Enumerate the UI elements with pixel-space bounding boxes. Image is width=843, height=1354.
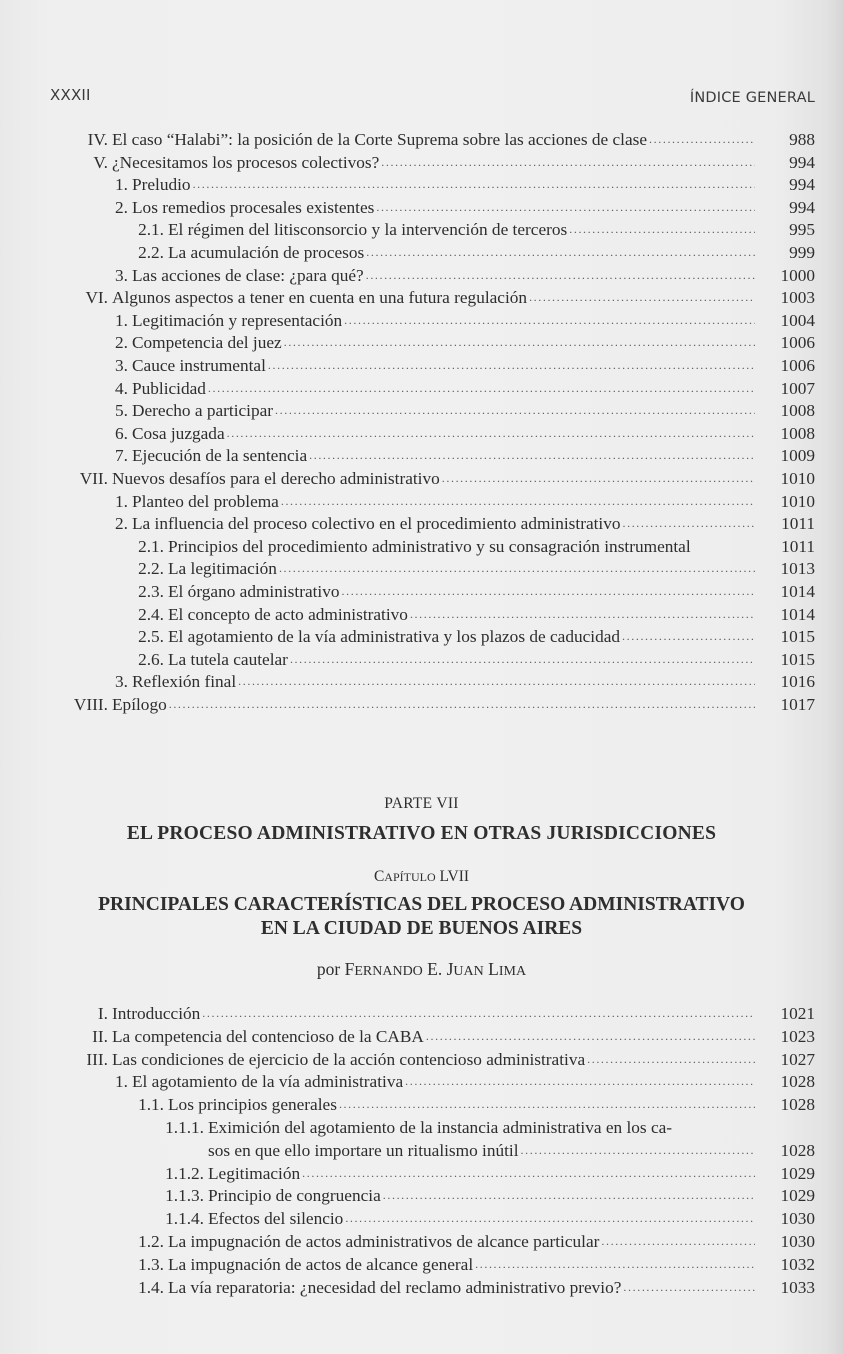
toc-entry-page: 1023 <box>780 1026 815 1046</box>
toc-entry <box>0 467 843 490</box>
toc-entry <box>0 1162 843 1185</box>
dot-leader <box>475 1253 755 1276</box>
toc-entry-text <box>112 128 755 151</box>
dot-leader <box>279 557 755 580</box>
toc-entry-label: Los remedios procesales existentes <box>132 197 375 217</box>
toc-entry-label: Las condiciones de ejercicio de la acción contencioso administrativa <box>112 1049 586 1069</box>
toc-entry-label: Cauce instrumental <box>132 356 266 375</box>
toc-entry-number: 2.1. <box>138 536 164 556</box>
toc-entry-label: La acumulación de procesos <box>168 243 365 262</box>
toc-entry-page: 1021 <box>780 1004 815 1023</box>
dot-leader <box>342 580 755 603</box>
toc-entry-number: 1.1.1. <box>165 1118 204 1137</box>
toc-entry-label: El órgano administrativo <box>168 582 340 601</box>
toc-entry-text <box>132 1070 755 1093</box>
toc-entry-text <box>168 625 755 648</box>
toc-entry <box>0 286 843 309</box>
toc-entry-page: 1015 <box>780 649 815 669</box>
toc-entry-page: 999 <box>789 243 815 262</box>
chapter-author <box>0 958 843 983</box>
toc-entry-text <box>132 264 755 287</box>
toc-entry-label: Competencia del juez <box>132 333 282 353</box>
toc-entry-label: La tutela cautelar <box>168 649 288 669</box>
toc-entry-number: 1. <box>115 491 128 511</box>
toc-entry-text <box>208 1162 755 1185</box>
toc-entry-label: Nuevos desafíos para el derecho administrativo <box>112 469 440 488</box>
toc-entry-text <box>132 399 755 422</box>
toc-entry-number: 7. <box>115 446 128 466</box>
toc-entry-number: 2. <box>115 333 128 353</box>
dot-leader <box>208 377 755 400</box>
dot-leader <box>275 399 755 422</box>
toc-entry-text <box>112 467 755 490</box>
toc-entry-page: 1016 <box>780 672 815 692</box>
toc-entry-text <box>132 331 755 354</box>
author-name-part: IMA <box>498 964 527 979</box>
toc-entry-number: 5. <box>115 401 128 421</box>
toc-entry-text <box>132 670 755 693</box>
dot-leader <box>290 648 755 671</box>
toc-entry <box>0 1276 843 1299</box>
dot-leader <box>268 354 755 377</box>
chapter-label-initial: C <box>373 868 385 885</box>
toc-entry-label: Las acciones de clase: ¿para qué? <box>132 265 364 285</box>
toc-entry-number: 6. <box>115 423 128 443</box>
dot-leader <box>344 309 755 332</box>
toc-entry <box>0 173 843 196</box>
toc-entry-page: 1008 <box>780 423 815 443</box>
toc-entry-number: 1.1. <box>138 1095 164 1115</box>
toc-entry-label: Legitimación <box>208 1163 301 1183</box>
toc-entry-number: 1. <box>115 175 128 195</box>
toc-entry-label: Los principios generales <box>168 1095 337 1115</box>
toc-entry <box>0 331 843 354</box>
toc-entry-text <box>132 377 755 400</box>
author-prefix: por <box>316 959 345 979</box>
toc-entry-text <box>112 1025 755 1048</box>
toc-entry-page: 1033 <box>780 1277 815 1297</box>
toc-entry <box>0 693 843 716</box>
toc-entry-page: 1028 <box>780 1072 815 1092</box>
dot-leader <box>649 128 755 151</box>
toc-entry-number: 2.2. <box>138 243 164 262</box>
dot-leader <box>381 151 755 174</box>
dot-leader <box>426 1025 755 1048</box>
toc-entry <box>0 535 843 558</box>
toc-entry <box>0 399 843 422</box>
toc-entry <box>0 309 843 332</box>
dot-leader <box>202 1002 755 1025</box>
toc-entry <box>0 1230 843 1253</box>
toc-entry-page: 1006 <box>780 333 815 353</box>
toc-entry-label: Publicidad <box>132 378 206 398</box>
toc-entry-label: Efectos del silencio <box>208 1209 344 1229</box>
toc-entry <box>0 241 843 264</box>
toc-entry-label: La impugnación de actos de alcance general <box>168 1254 474 1274</box>
toc-entry <box>0 264 843 287</box>
dot-leader <box>410 603 755 626</box>
dot-leader <box>405 1070 755 1093</box>
toc-entry-text <box>168 1093 755 1116</box>
toc-entry-label: Reflexión final <box>132 672 237 692</box>
toc-entry-page: 1017 <box>780 695 815 714</box>
author-name-part: UAN <box>453 964 484 979</box>
toc-entry-text <box>168 580 755 603</box>
toc-entry-number: 2. <box>115 514 128 534</box>
toc-entry-label: Legitimación y representación <box>132 310 343 330</box>
dot-leader <box>623 512 756 535</box>
dot-leader <box>227 422 755 445</box>
toc-entry-text <box>168 218 755 241</box>
dot-leader <box>339 1093 755 1116</box>
author-name-part: L <box>483 959 499 979</box>
chapter-title <box>0 893 843 941</box>
toc-entry <box>0 1184 843 1207</box>
toc-entry-label: La impugnación de actos administrativos de alcance particular <box>168 1232 600 1251</box>
toc-entry <box>0 1093 843 1116</box>
toc-entry-text <box>132 309 755 332</box>
toc-entry-label: La competencia del contencioso de la CABA <box>112 1026 424 1046</box>
toc-entry-number: 1.3. <box>138 1254 164 1274</box>
toc-entry-page: 1030 <box>780 1209 815 1229</box>
dot-leader <box>529 286 755 309</box>
toc-entry-page: 988 <box>789 130 815 149</box>
dot-leader <box>366 264 755 287</box>
toc-entry <box>0 1048 843 1071</box>
toc-entry-page: 1011 <box>781 514 815 534</box>
toc-entry <box>0 1025 843 1048</box>
toc-entry-page: 1004 <box>780 310 815 330</box>
dot-leader <box>302 1162 755 1185</box>
toc-entry <box>0 1207 843 1230</box>
toc-entry-page: 1032 <box>780 1254 815 1274</box>
toc-entry-text <box>132 512 755 535</box>
toc-entry <box>0 444 843 467</box>
toc-entry-label: Planteo del problema <box>132 491 279 511</box>
toc-entry-label: La influencia del proceso colectivo en el procedimiento administrativo <box>132 514 621 534</box>
toc-entry <box>0 151 843 174</box>
toc-entry-text <box>112 1002 755 1025</box>
toc-entry <box>0 625 843 648</box>
toc-entry <box>0 354 843 377</box>
toc-entry-text <box>168 1230 755 1253</box>
toc-entry <box>0 422 843 445</box>
toc-entry <box>0 218 843 241</box>
toc-entry-label: La legitimación <box>168 559 277 579</box>
toc-entry-number: IV. <box>87 130 108 149</box>
dot-leader <box>601 1230 755 1253</box>
toc-entry-text <box>132 196 755 219</box>
toc-entry-number: 1.1.3. <box>165 1186 204 1206</box>
toc-entry <box>0 377 843 400</box>
toc-entry-number: 3. <box>115 265 128 285</box>
toc-entry-text <box>112 1048 755 1071</box>
toc-entry-number: 2.4. <box>138 604 164 624</box>
dot-leader <box>693 535 755 558</box>
part-label: PARTE VII <box>384 795 459 812</box>
toc-entry <box>0 1116 843 1139</box>
toc-entry <box>0 603 843 626</box>
toc-entry-label: Principios del procedimiento administrativo y su consagración instrumental <box>168 536 691 556</box>
toc-entry-number: III. <box>86 1049 108 1069</box>
toc-entry-text <box>208 1207 755 1230</box>
toc-entry-page: 1013 <box>780 559 815 579</box>
running-header <box>50 86 815 106</box>
toc-entry-page: 1030 <box>780 1232 815 1251</box>
toc-entry-text <box>112 151 755 174</box>
toc-entry-number: 2.5. <box>138 627 164 647</box>
toc-entry <box>0 128 843 151</box>
toc-entry-number: II. <box>92 1026 108 1046</box>
toc-entry <box>0 1253 843 1276</box>
dot-leader <box>345 1207 755 1230</box>
toc-entry <box>0 1070 843 1093</box>
toc-entry-label: El concepto de acto administrativo <box>168 604 408 624</box>
chapter-number: LVII <box>435 868 470 885</box>
author-name-part: F <box>344 959 355 979</box>
toc-entry-text <box>168 535 755 558</box>
toc-entry-number: V. <box>93 152 108 172</box>
toc-entry-number: 2. <box>115 197 128 217</box>
toc-entry-text <box>132 422 755 445</box>
dot-leader <box>442 467 755 490</box>
toc-entry-page: 1008 <box>780 401 815 421</box>
toc-entry-label: La vía reparatoria: ¿necesidad del reclamo administrativo previo? <box>168 1277 622 1297</box>
toc-entry-number: 1. <box>115 310 128 330</box>
toc-entry-number: 3. <box>115 672 128 692</box>
dot-leader <box>284 331 755 354</box>
toc-entry-text <box>132 444 755 467</box>
toc-entry <box>0 490 843 513</box>
toc-entry-number: VI. <box>85 288 108 308</box>
toc-entry-label: Cosa juzgada <box>132 423 225 443</box>
toc-entry-label: Algunos aspectos a tener en cuenta en una futura regulación <box>112 288 528 308</box>
dot-leader <box>622 625 755 648</box>
dot-leader <box>309 444 755 467</box>
toc-entry-page: 1007 <box>780 378 815 398</box>
toc-entry-page: 1006 <box>780 356 815 375</box>
toc-entry-page: 994 <box>789 175 815 195</box>
toc-entry-page: 1014 <box>780 582 815 601</box>
chapter-label <box>0 866 843 888</box>
toc-entry-page: 1027 <box>780 1049 815 1069</box>
chapter-label-smallcaps: APÍTULO <box>384 870 436 884</box>
toc-entry-text <box>132 354 755 377</box>
toc-entry-page: 1009 <box>780 446 815 466</box>
toc-entry-label: Eximición del agotamiento de la instancia administrativa en los ca- <box>208 1118 673 1137</box>
toc-entry-label: El agotamiento de la vía administrativa y los plazos de caducidad <box>168 627 621 647</box>
dot-leader <box>383 1184 755 1207</box>
toc-entry-page: 1010 <box>780 491 815 511</box>
toc-entry-label: ¿Necesitamos los procesos colectivos? <box>112 152 380 172</box>
toc-entry-text <box>132 173 755 196</box>
toc-entry-label: Preludio <box>132 175 191 195</box>
part-title: EL PROCESO ADMINISTRATIVO EN OTRAS JURISDICCIONES <box>126 823 717 844</box>
toc-entry-text <box>168 603 755 626</box>
toc-entry-text <box>208 1139 755 1162</box>
toc-entry-text <box>112 693 755 716</box>
toc-entry-page: 994 <box>789 152 815 172</box>
toc-entry-text <box>168 648 755 671</box>
author-name-part: E. J <box>422 959 454 979</box>
toc-entry <box>0 1002 843 1025</box>
toc-entry <box>0 557 843 580</box>
toc-entry-text <box>208 1116 755 1139</box>
toc-entry-number: 2.1. <box>138 220 164 240</box>
dot-leader <box>623 1276 755 1299</box>
toc-entry-page: 1028 <box>780 1140 815 1160</box>
toc-entry-page: 1010 <box>780 469 815 488</box>
toc-entry-text <box>168 557 755 580</box>
toc-entry-label: El régimen del litisconsorcio y la intervención de terceros <box>168 220 568 240</box>
toc-entry <box>0 196 843 219</box>
dot-leader <box>281 490 755 513</box>
toc-entry-page: 1029 <box>780 1163 815 1183</box>
dot-leader <box>238 670 755 693</box>
toc-entry-text <box>168 1253 755 1276</box>
toc-entry-text <box>168 1276 755 1299</box>
toc-entry-number: 1.1.2. <box>165 1163 204 1183</box>
toc-entry-label: sos en que ello importare un ritualismo inútil <box>208 1140 519 1160</box>
toc-entry <box>0 1139 843 1162</box>
toc-entry-page: 1015 <box>780 627 815 647</box>
toc-entry-page: 994 <box>789 197 815 217</box>
dot-leader <box>587 1048 755 1071</box>
toc-entry-page: 1014 <box>780 604 815 624</box>
toc-entry-label: El agotamiento de la vía administrativa <box>132 1072 404 1092</box>
toc-entry-number: 2.3. <box>138 582 164 601</box>
author-name-part: ERNANDO <box>354 964 423 979</box>
toc-entry-page: 1011 <box>781 536 815 556</box>
toc-entry-number: 2.2. <box>138 559 164 579</box>
toc-entry-text <box>208 1184 755 1207</box>
toc-entry-page: 995 <box>789 220 815 240</box>
toc-entry-label: Principio de congruencia <box>208 1186 381 1206</box>
toc-entry <box>0 648 843 671</box>
toc-entry-number: 1.4. <box>138 1277 164 1297</box>
toc-entry-label: Derecho a participar <box>132 401 274 421</box>
toc-entry-text <box>132 490 755 513</box>
dot-leader <box>674 1116 755 1139</box>
toc-entry-page: 1028 <box>780 1095 815 1115</box>
toc-entry-number: 1. <box>115 1072 128 1092</box>
toc-entry <box>0 580 843 603</box>
toc-entry-number: 4. <box>115 378 128 398</box>
toc-entry-number: 2.6. <box>138 649 164 669</box>
toc-entry <box>0 512 843 535</box>
dot-leader <box>169 693 755 716</box>
page-folio: XXXII <box>50 86 91 104</box>
chapter-title-line-1: PRINCIPALES CARACTERÍSTICAS DEL PROCESO ADMINISTRATIVO <box>98 894 745 915</box>
toc-entry-number: 3. <box>115 356 128 375</box>
dot-leader <box>521 1139 755 1162</box>
toc-entry-label: Epílogo <box>112 695 167 714</box>
toc-entry-number: I. <box>97 1004 108 1023</box>
toc-entry-number: 1.1.4. <box>165 1209 204 1229</box>
toc-entry-label: Introducción <box>112 1004 201 1023</box>
chapter-title-line-2: EN LA CIUDAD DE BUENOS AIRES <box>260 918 583 939</box>
toc-entry-number: VIII. <box>73 695 108 714</box>
toc-entry-number: VII. <box>79 469 108 488</box>
dot-leader <box>376 196 755 219</box>
dot-leader <box>366 241 755 264</box>
toc-entry-text <box>168 241 755 264</box>
toc-entry-page: 1003 <box>780 288 815 308</box>
dot-leader <box>569 218 755 241</box>
running-title: ÍNDICE GENERAL <box>689 90 815 106</box>
toc-entry <box>0 670 843 693</box>
toc-entry-label: Ejecución de la sentencia <box>132 446 308 466</box>
dot-leader <box>193 173 755 196</box>
toc-entry-page: 1029 <box>780 1186 815 1206</box>
toc-entry-number: 1.2. <box>138 1232 164 1251</box>
toc-entry-text <box>112 286 755 309</box>
toc-entry-label: El caso “Halabi”: la posición de la Corte Suprema sobre las acciones de clase <box>112 130 648 149</box>
toc-entry-page: 1000 <box>780 265 815 285</box>
